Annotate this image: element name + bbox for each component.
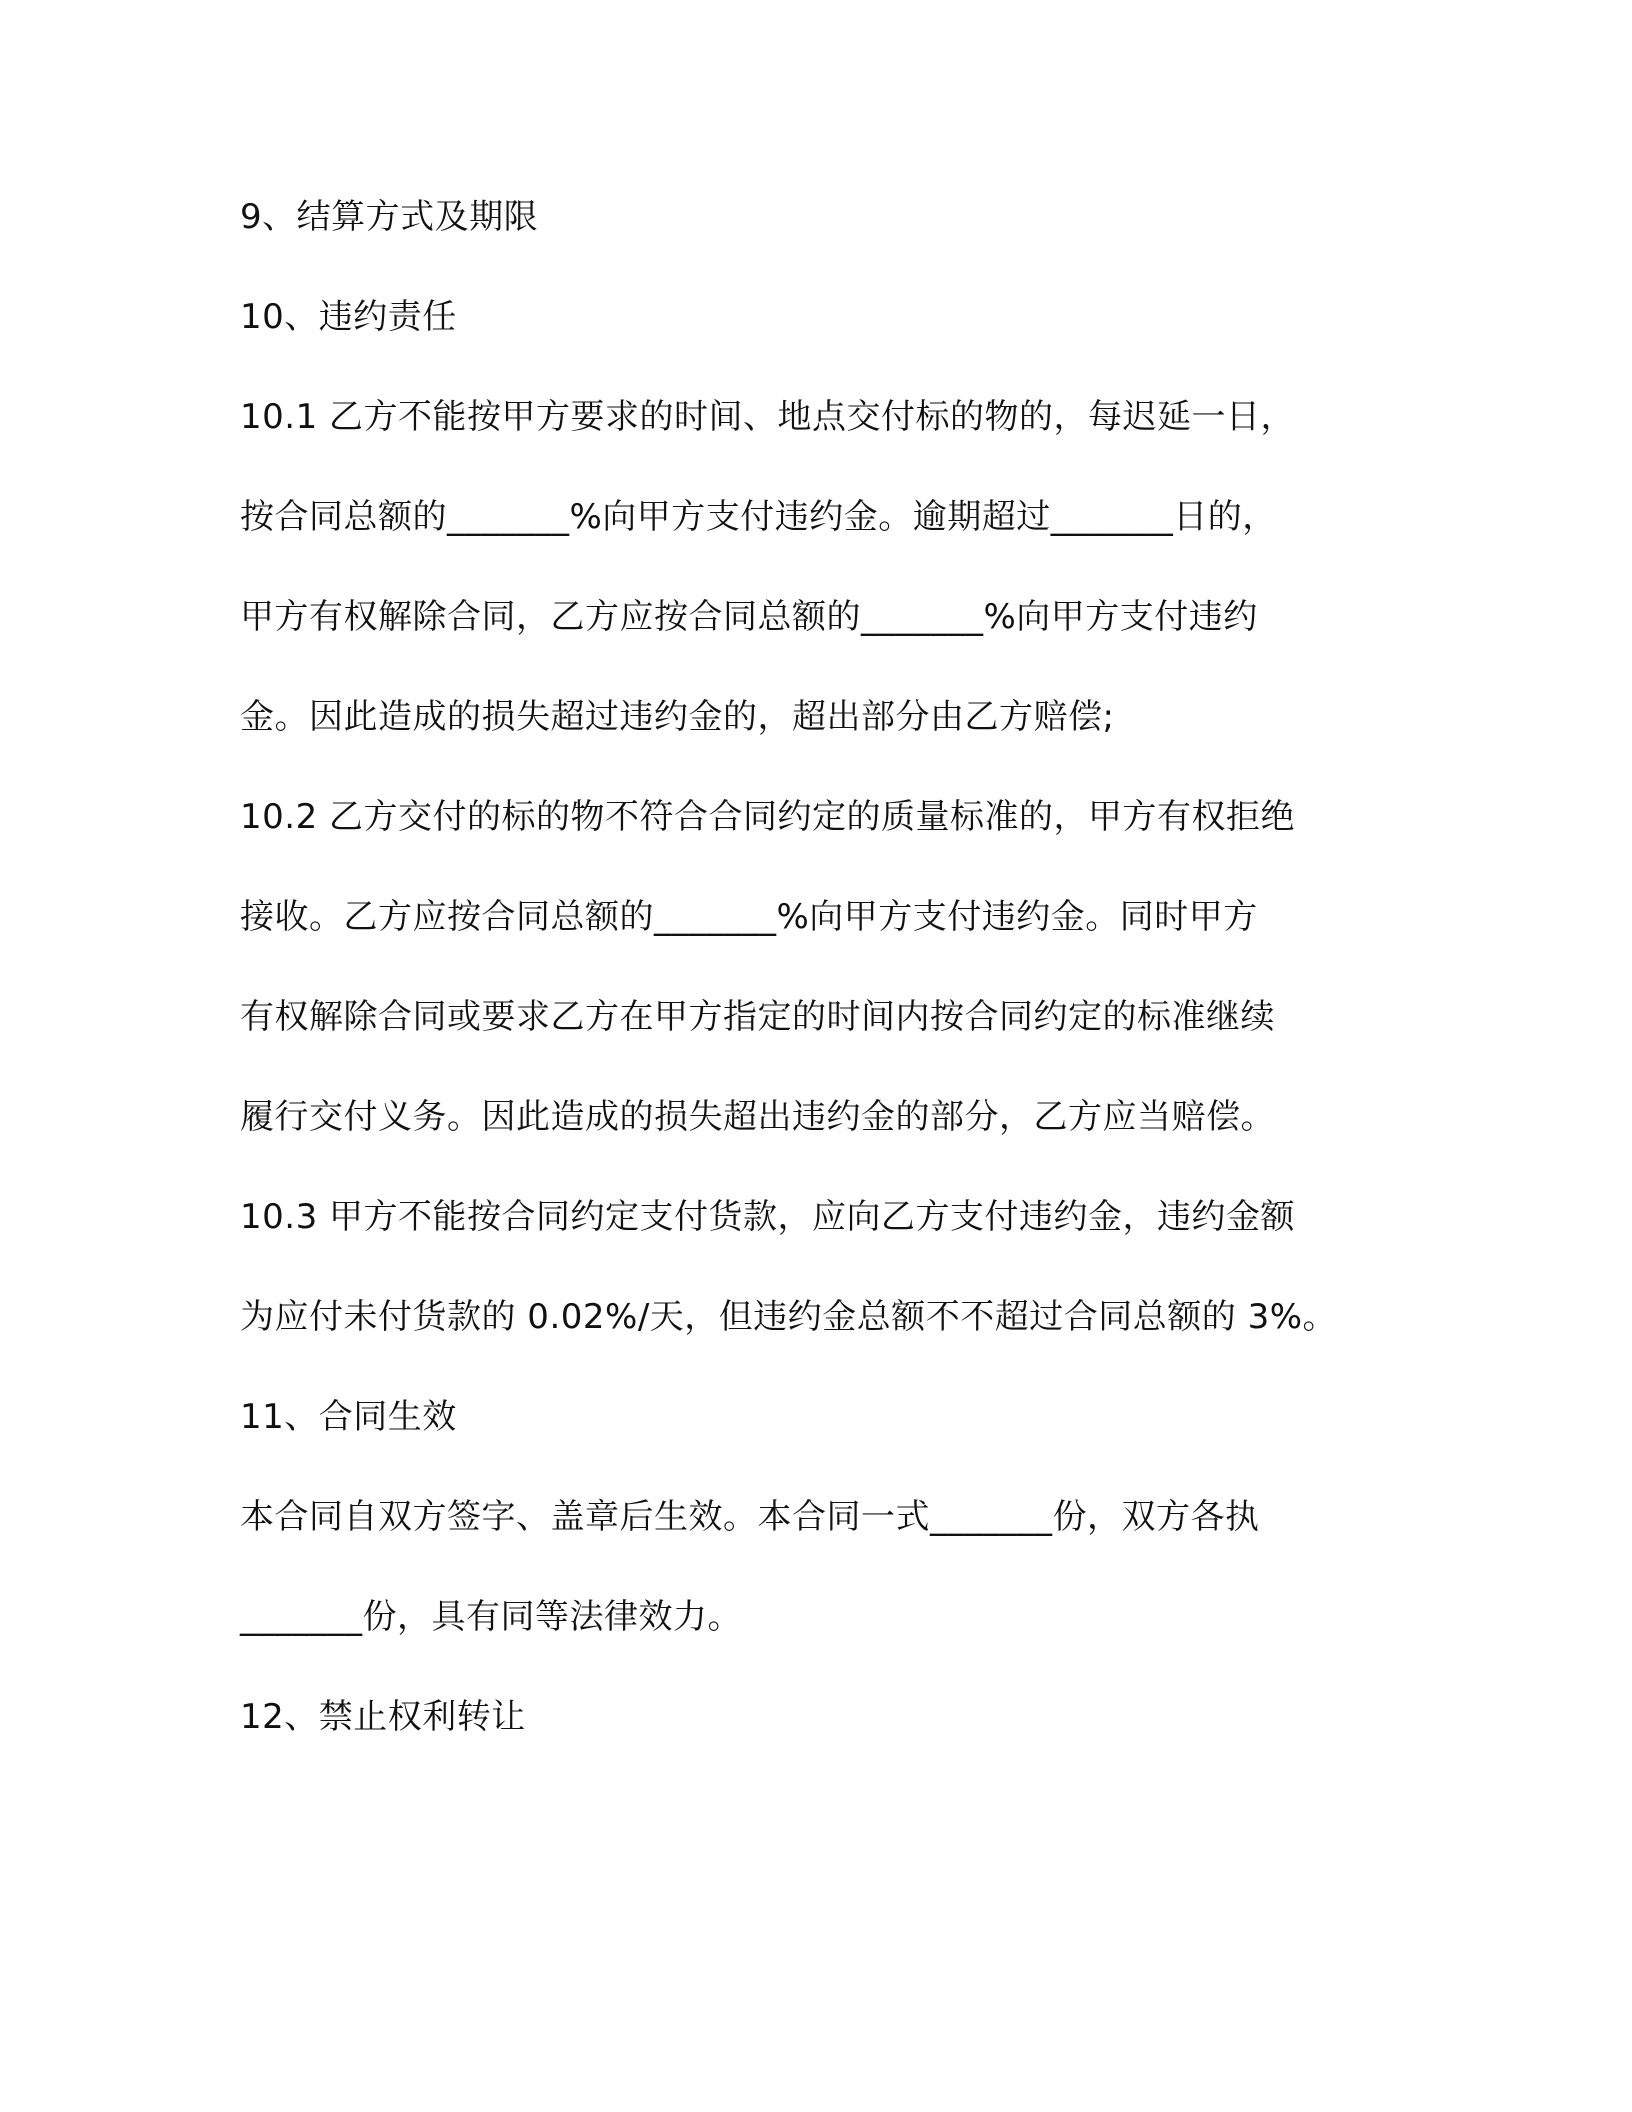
clause-10-2-line-3: 有权解除合同或要求乙方在甲方指定的时间内按合同约定的标准继续 <box>240 997 1275 1037</box>
section-heading-12: 12、禁止权利转让 <box>240 1697 526 1737</box>
clause-10-1-line-3: 甲方有权解除合同，乙方应按合同总额的_______%向甲方支付违约 <box>240 597 1258 637</box>
clause-10-1-line-1: 10.1 乙方不能按甲方要求的时间、地点交付标的物的，每迟延一日， <box>240 397 1296 437</box>
section-11-text-line-2: _______份，具有同等法律效力。 <box>240 1597 742 1637</box>
section-heading-11: 11、合同生效 <box>240 1397 457 1437</box>
clause-10-1-line-2: 按合同总额的_______%向甲方支付违约金。逾期超过_______日的， <box>240 497 1277 537</box>
section-heading-10: 10、违约责任 <box>240 297 457 337</box>
clause-10-2-line-4: 履行交付义务。因此造成的损失超出违约金的部分，乙方应当赔偿。 <box>240 1097 1275 1137</box>
clause-10-2-line-1: 10.2 乙方交付的标的物不符合合同约定的质量标准的，甲方有权拒绝 <box>240 797 1296 837</box>
clause-10-3-line-1: 10.3 甲方不能按合同约定支付货款，应向乙方支付违约金，违约金额 <box>240 1197 1296 1237</box>
section-11-text-line-1: 本合同自双方签字、盖章后生效。本合同一式_______份，双方各执 <box>240 1497 1260 1537</box>
clause-10-2-line-2: 接收。乙方应按合同总额的_______%向甲方支付违约金。同时甲方 <box>240 897 1258 937</box>
clause-10-1-line-4: 金。因此造成的损失超过违约金的，超出部分由乙方赔偿; <box>240 697 1115 737</box>
clause-10-3-line-2: 为应付未付货款的 0.02%/天，但违约金总额不不超过合同总额的 3%。 <box>240 1297 1338 1337</box>
section-heading-9: 9、结算方式及期限 <box>240 197 539 237</box>
